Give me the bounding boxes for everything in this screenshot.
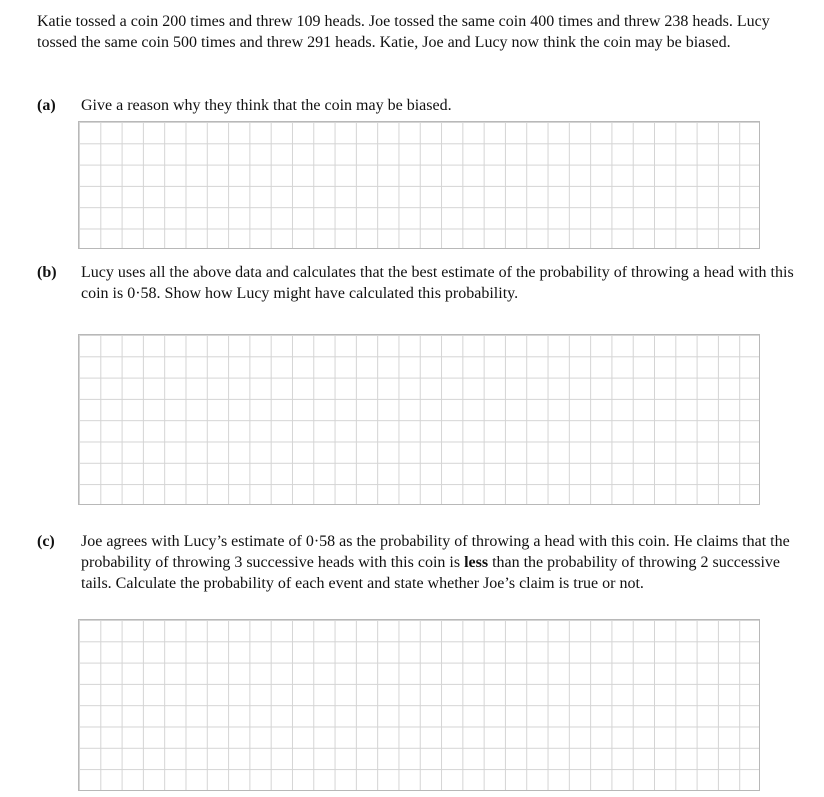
part-c-text bbox=[81, 531, 797, 594]
part-c-text-before: Joe agrees with Lucy’s estimate of 0·58 as the probability of throwing a head with this coin. He claims that the probability of throwing 3 successive heads with this coin is bbox=[81, 533, 790, 571]
answer-grid-b[interactable] bbox=[78, 334, 760, 505]
part-c bbox=[37, 531, 797, 594]
part-b bbox=[37, 262, 797, 304]
answer-grid-a[interactable] bbox=[78, 121, 760, 249]
part-a-text: Give a reason why they think that the coin may be biased. bbox=[81, 97, 452, 114]
part-c-text-after: than the probability of throwing 2 successive tails. Calculate the probability of each event and state whether Joe’s claim is true or not. bbox=[81, 554, 780, 592]
answer-grid-c[interactable] bbox=[78, 619, 760, 791]
part-c-label: (c) bbox=[37, 533, 55, 550]
part-a bbox=[37, 95, 797, 116]
part-b-text: Lucy uses all the above data and calculates that the best estimate of the probability of throwing a head with this coin is 0·58. Show how Lucy might have calculated this probability. bbox=[81, 264, 794, 302]
part-b-label: (b) bbox=[37, 264, 57, 281]
question-intro: Katie tossed a coin 200 times and threw 109 heads. Joe tossed the same coin 400 times and threw 238 heads. Lucy tossed the same coin 500 times and threw 291 heads. Katie, Joe and Lucy now think the coin may be biased. bbox=[37, 13, 770, 51]
part-a-label: (a) bbox=[37, 97, 56, 114]
part-c-emphasis: less bbox=[464, 554, 489, 571]
